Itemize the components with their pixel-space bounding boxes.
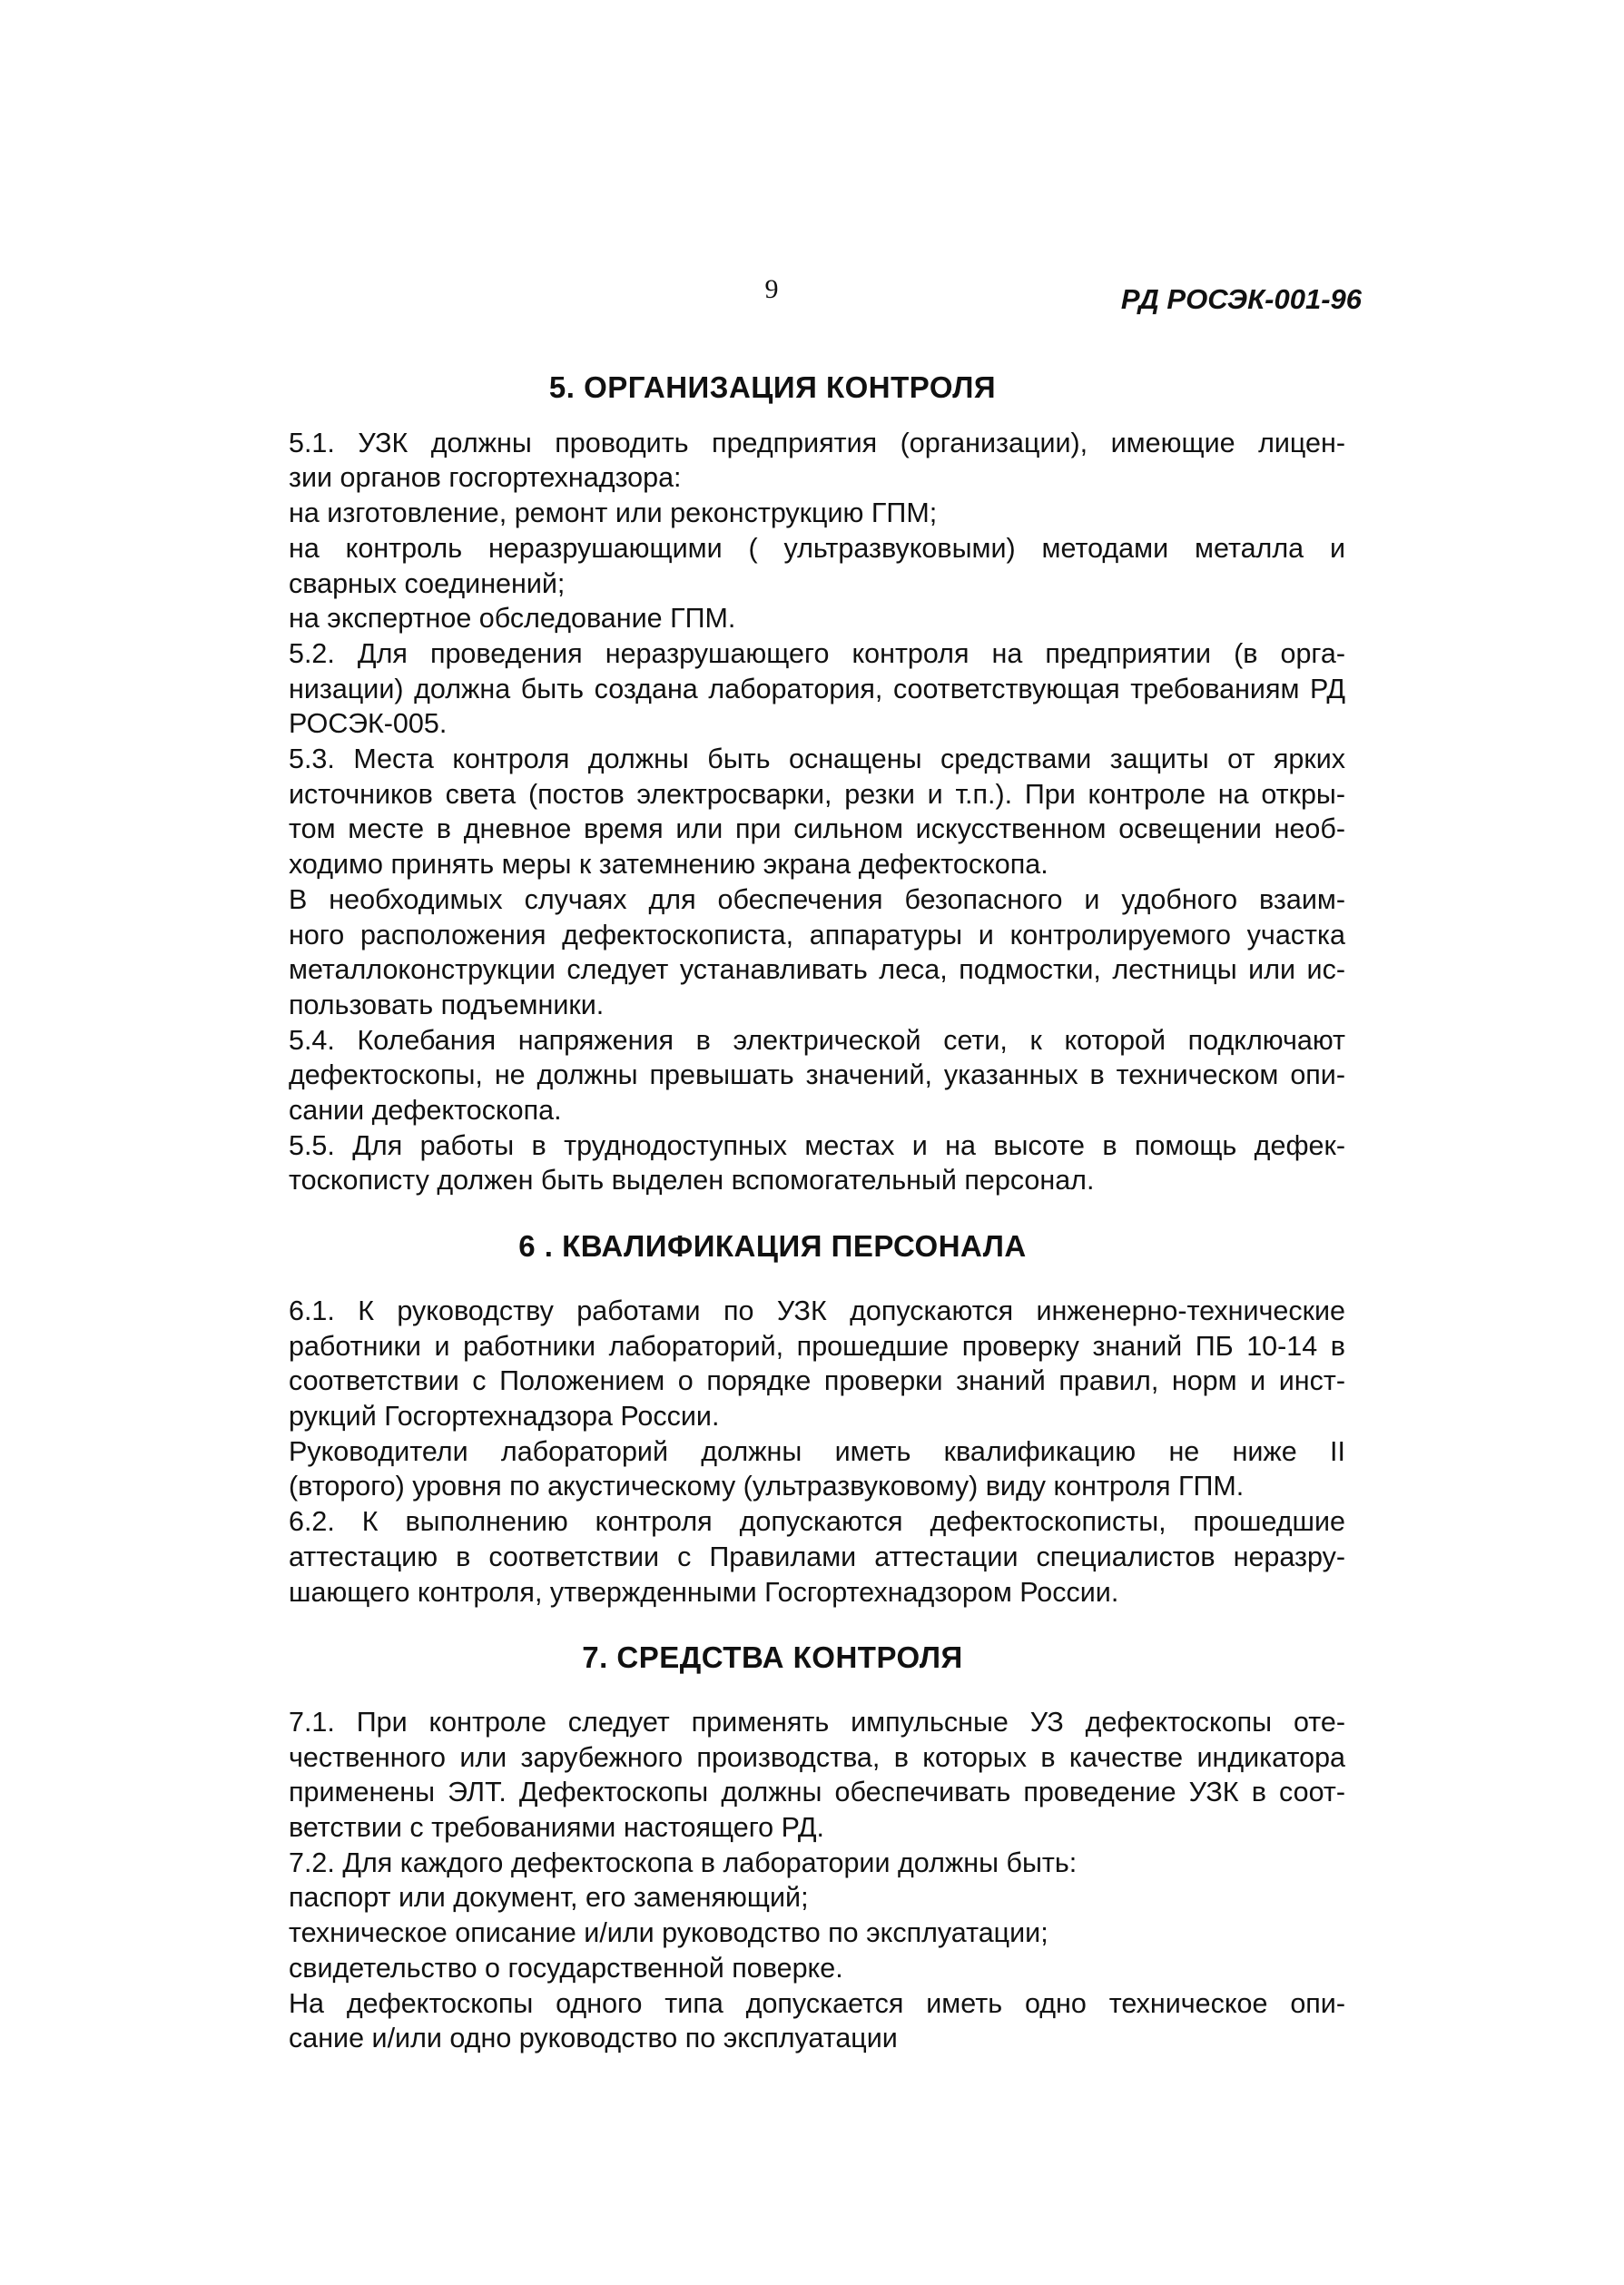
text-line: применены ЭЛТ. Дефектоскопы должны обеспечивать проведение УЗК в соот-	[289, 1777, 1345, 1808]
list-item-certificate	[200, 1951, 1345, 1986]
paragraph-5-4	[200, 1023, 1345, 1128]
text-line: 5.5. Для работы в труднодоступных местах и на высоте в помощь дефек-	[289, 1129, 1345, 1161]
section-7-title: 7. СРЕДСТВА КОНТРОЛЯ	[582, 1640, 963, 1675]
text-line: 5.3. Места контроля должны быть оснащены средствами защиты от ярких	[289, 744, 1345, 775]
text-line: на изготовление, ремонт или реконструкцию ГПМ;	[289, 497, 938, 529]
text-line: на контроль неразрушающими ( ультразвуковыми) методами металла и	[289, 532, 1345, 564]
text-line: 5.2. Для проведения неразрушающего контроля на предприятии (в орга-	[289, 637, 1345, 669]
text-line: низации) должна быть создана лаборатория, соответствующая требованиям РД	[289, 673, 1345, 704]
paragraph-6-1-extra	[200, 1434, 1345, 1504]
text-line: чественного или зарубежного производства, в которых в качестве индикатора	[289, 1741, 1345, 1773]
text-line: На дефектоскопы одного типа допускается иметь одно техническое опи-	[289, 1987, 1345, 2019]
page-number: 9	[764, 274, 779, 304]
section-6-title: 6 . КВАЛИФИКАЦИЯ ПЕРСОНАЛА	[518, 1229, 1027, 1264]
text-line: Руководители лабораторий должны иметь квалификацию не ниже II	[289, 1435, 1345, 1467]
text-line: (второго) уровня по акустическому (ультразвуковому) виду контроля ГПМ.	[289, 1471, 1245, 1502]
text-line: том месте в дневное время или при сильном искусственном освещении необ-	[289, 813, 1345, 845]
text-line: зии органов госгортехнадзора:	[289, 462, 682, 494]
paragraph-6-2	[200, 1504, 1345, 1610]
document-body	[200, 356, 1345, 2056]
text-line: 6.2. К выполнению контроля допускаются дефектоскописты, прошедшие	[289, 1506, 1345, 1538]
text-line: 5.4. Колебания напряжения в электрической сети, к которой подключают	[289, 1024, 1345, 1056]
text-line: аттестацию в соответствии с Правилами аттестации специалистов неразру-	[289, 1541, 1345, 1572]
text-line: дефектоскопы, не должны превышать значений, указанных в техническом опи-	[289, 1059, 1345, 1091]
text-line: рукций Госгортехнадзора России.	[289, 1400, 720, 1432]
text-line: техническое описание и/или руководство по эксплуатации;	[289, 1917, 1048, 1949]
text-line: 5.1. УЗК должны проводить предприятия (организации), имеющие лицен-	[289, 427, 1345, 458]
list-item-manual	[200, 1916, 1345, 1951]
paragraph-7-2	[200, 1846, 1345, 1881]
list-item-passport	[200, 1880, 1345, 1916]
text-line: ного расположения дефектоскописта, аппаратуры и контролируемого участка	[289, 919, 1345, 950]
paragraph-5-2	[200, 636, 1345, 742]
text-line: ветствии с требованиями настоящего РД.	[289, 1812, 825, 1844]
text-line: сание и/или одно руководство по эксплуатации	[289, 2023, 898, 2054]
text-line: 6.1. К руководству работами по УЗК допускаются инженерно-технические	[289, 1295, 1345, 1326]
text-line: сварных соединений;	[289, 567, 566, 599]
paragraph-5-1	[200, 426, 1345, 496]
text-line: шающего контроля, утвержденными Госгортехнадзором России.	[289, 1576, 1119, 1608]
text-line: тоскописту должен быть выделен вспомогательный персонал.	[289, 1165, 1095, 1197]
text-line: свидетельство о государственной поверке.	[289, 1952, 843, 1984]
list-item-license-ndt	[200, 531, 1345, 601]
paragraph-6-1	[200, 1294, 1345, 1434]
text-line: соответствии с Положением о порядке проверки знаний правил, норм и инст-	[289, 1365, 1345, 1397]
text-line: работники и работники лабораторий, прошедшие проверку знаний ПБ 10-14 в	[289, 1330, 1345, 1362]
document-code: РД РОСЭК-001-96	[1120, 283, 1362, 315]
text-line: РОСЭК-005.	[289, 708, 448, 740]
text-line: 7.1. При контроле следует применять импульсные УЗ дефектоскопы оте-	[289, 1706, 1345, 1738]
paragraph-7-1	[200, 1705, 1345, 1846]
text-line: ходимо принять меры к затемнению экрана дефектоскопа.	[289, 849, 1048, 881]
text-line: на экспертное обследование ГПМ.	[289, 603, 736, 635]
text-line: пользовать подъемники.	[289, 989, 605, 1020]
list-item-license-expert	[200, 601, 1345, 636]
text-line: 7.2. Для каждого дефектоскопа в лаборатории должны быть:	[289, 1847, 1078, 1878]
paragraph-5-3	[200, 742, 1345, 882]
text-line: паспорт или документ, его заменяющий;	[289, 1882, 809, 1914]
list-item-license-manufacture	[200, 496, 1345, 531]
paragraph-7-2-extra	[200, 1986, 1345, 2056]
text-line: источников света (постов электросварки, резки и т.п.). При контроле на откры-	[289, 778, 1345, 810]
paragraph-5-5	[200, 1128, 1345, 1198]
text-line: металлоконструкции следует устанавливать леса, подмостки, лестницы или ис-	[289, 954, 1345, 986]
text-line: В необходимых случаях для обеспечения безопасного и удобного взаим-	[289, 883, 1345, 915]
paragraph-5-3-extra	[200, 882, 1345, 1023]
text-line: сании дефектоскопа.	[289, 1095, 562, 1127]
section-5-title: 5. ОРГАНИЗАЦИЯ КОНТРОЛЯ	[548, 370, 997, 404]
